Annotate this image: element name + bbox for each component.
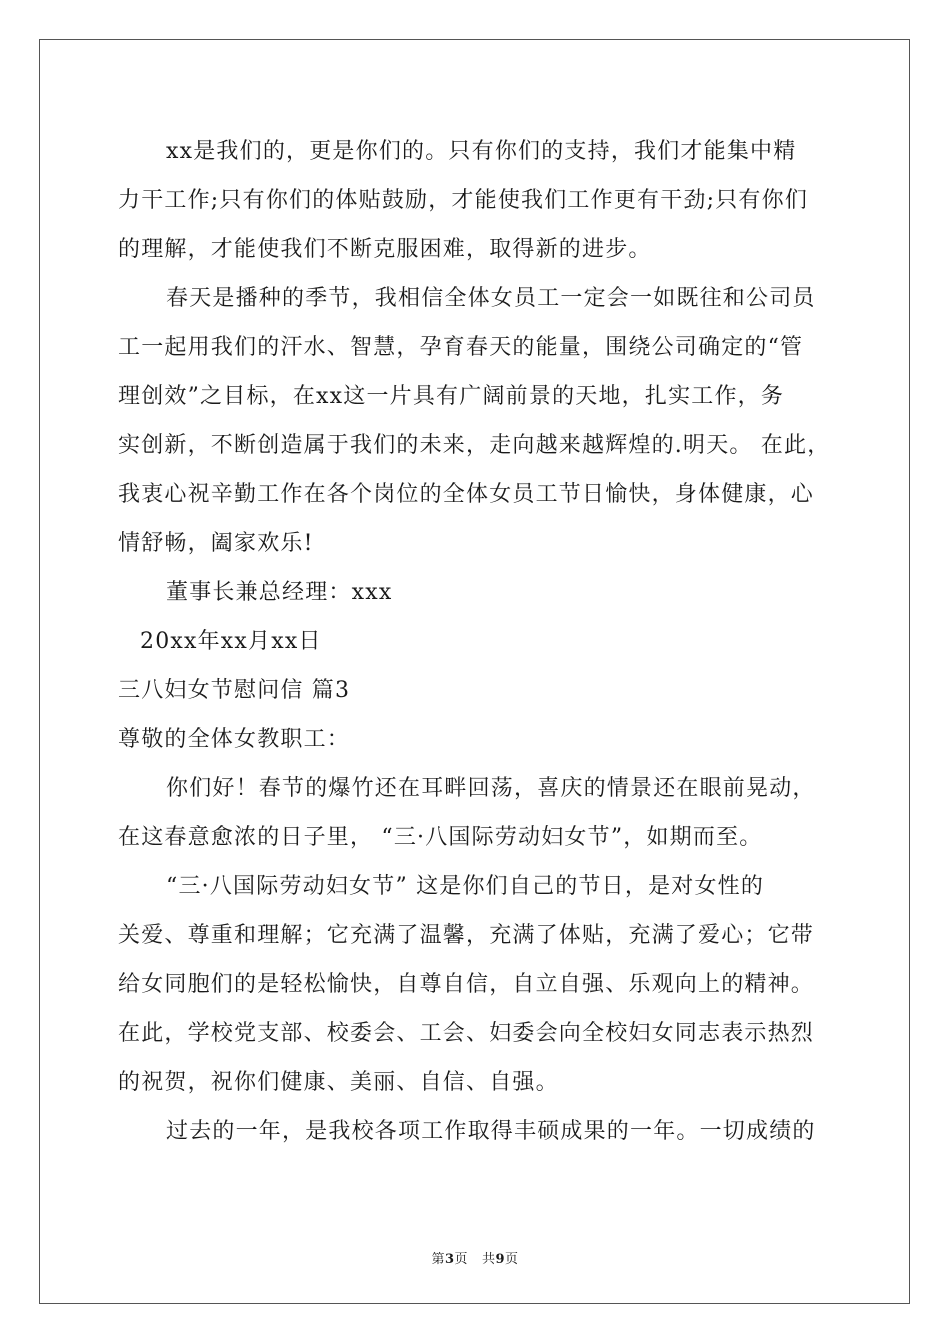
page-footer bbox=[0, 1248, 950, 1267]
signature-title: 董事长兼总经理：xxx bbox=[166, 580, 393, 605]
paragraph-line: 力干工作;只有你们的体贴鼓励，才能使我们工作更有干劲;只有你们 bbox=[118, 188, 809, 213]
paragraph-line: 给女同胞们的是轻松愉快，自尊自信，自立自强、乐观向上的精神。 bbox=[118, 972, 815, 997]
document-body bbox=[118, 127, 846, 1156]
paragraph-line: xx是我们的，更是你们的。只有你们的支持，我们才能集中精 bbox=[166, 139, 797, 164]
paragraph-line: 过去的一年，是我校各项工作取得丰硕成果的一年。一切成绩的 bbox=[166, 1119, 816, 1144]
footer-total-pages: 9 bbox=[495, 1252, 505, 1267]
paragraph-line: 理创效”之目标，在xx这一片具有广阔前景的天地，扎实工作，务 bbox=[118, 384, 785, 409]
paragraph-line: 情舒畅，阖家欢乐! bbox=[118, 531, 314, 556]
salutation: 尊敬的全体女教职工： bbox=[118, 727, 351, 752]
paragraph-line: 在此，学校党支部、校委会、工会、妇委会向全校妇女同志表示热烈 bbox=[118, 1021, 815, 1046]
section-heading: 三八妇女节慰问信 篇3 bbox=[118, 678, 351, 703]
paragraph-line: 的祝贺，祝你们健康、美丽、自信、自强。 bbox=[118, 1070, 559, 1095]
paragraph-line: 在这春意愈浓的日子里， “三·八国际劳动妇女节”，如期而至。 bbox=[118, 825, 763, 850]
paragraph-line: 你们好！春节的爆竹还在耳畔回荡，喜庆的情景还在眼前晃动， bbox=[166, 776, 816, 801]
footer-page-number: 3 bbox=[445, 1252, 455, 1267]
paragraph-line: 实创新，不断创造属于我们的未来，走向越来越辉煌的.明天。 在此， bbox=[118, 433, 831, 458]
signature-date: 20xx年xx月xx日 bbox=[140, 629, 322, 654]
paragraph-line: 工一起用我们的汗水、智慧，孕育春天的能量，围绕公司确定的“管 bbox=[118, 335, 804, 360]
paragraph-line: “三·八国际劳动妇女节” 这是你们自己的节日，是对女性的 bbox=[166, 874, 765, 899]
paragraph-line: 关爱、尊重和理解；它充满了温馨，充满了体贴，充满了爱心；它带 bbox=[118, 923, 815, 948]
paragraph-line: 我衷心祝辛勤工作在各个岗位的全体女员工节日愉快，身体健康，心 bbox=[118, 482, 815, 507]
paragraph-line: 的理解，才能使我们不断克服困难，取得新的进步。 bbox=[118, 237, 652, 262]
footer-suffix: 页 bbox=[505, 1252, 519, 1267]
paragraph-line: 春天是播种的季节，我相信全体女员工一定会一如既往和公司员 bbox=[166, 286, 816, 311]
footer-mid: 页 共 bbox=[454, 1252, 496, 1267]
footer-prefix: 第 bbox=[431, 1252, 445, 1267]
